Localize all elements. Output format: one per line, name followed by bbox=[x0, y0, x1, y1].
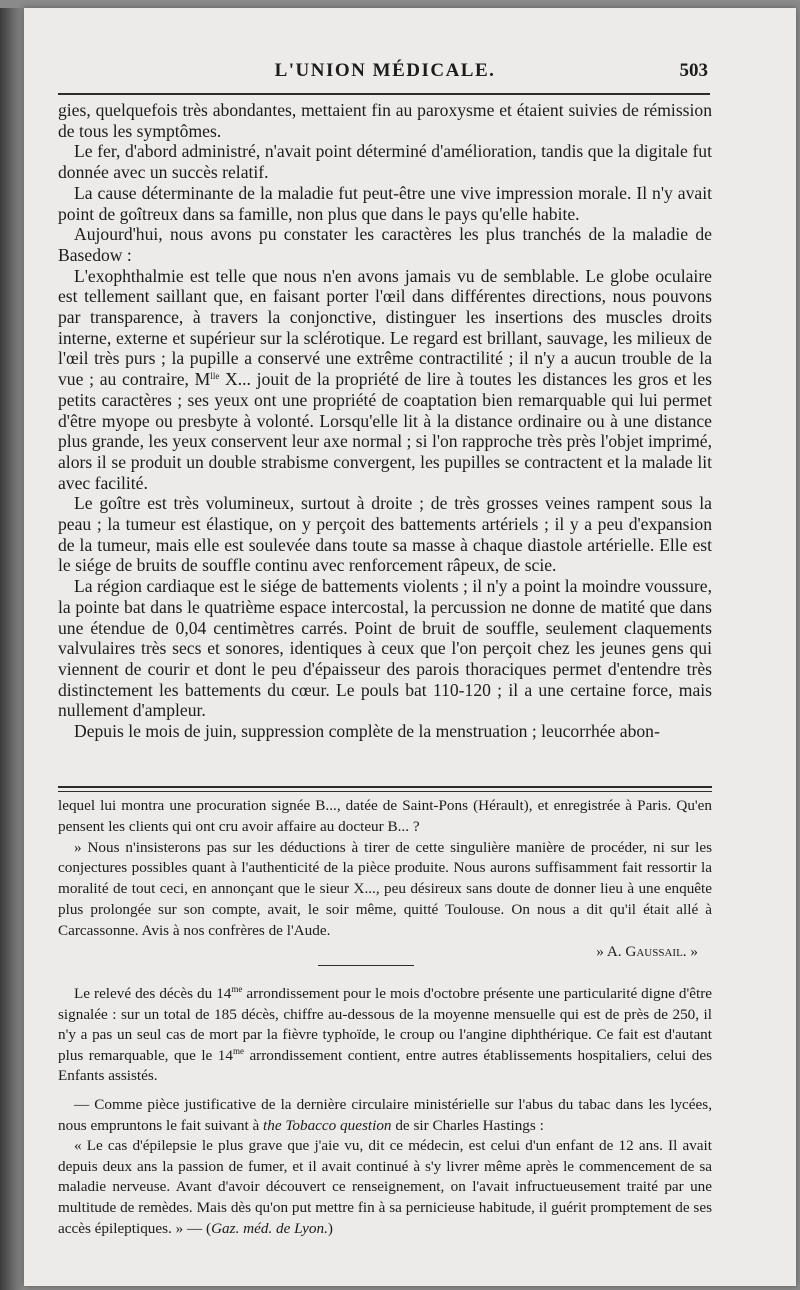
paragraph: Aujourd'hui, nous avons pu constater les caractères les plus tranchés de la maladie de Basedow : bbox=[58, 224, 712, 265]
paragraph: La région cardiaque est le siége de battements violents ; il n'y a point la moindre voussure, la pointe bat dans le quatrième espace intercostal, la percussion ne donne de matité que dans une étendue de 0,04 centimètres carrés. Point de bruit de souffle, seulement claquements valvulaires très secs et sonores, identiques à ceux que l'on perçoit chez les jeunes gens qui viennent de courir et dont le peu d'épaisseur des parois thoraciques permet d'entendre très distinctement les battements du cœur. Le pouls bat 110-120 ; il a une certaine force, mais nullement d'ampleur. bbox=[58, 576, 712, 721]
feuilleton-divider bbox=[58, 786, 712, 792]
text-run: arrondissement contient, entre autres établissements hospitaliers, celui des Enfants assistés. bbox=[58, 1046, 712, 1085]
paragraph: » Nous n'insisterons pas sur les déductions à tirer de cette singulière manière de procéder, ni sur les conjectures possibles quant à l'authenticité de la pièce produite. Nous aurons suffisamment fait ressortir la moralité de tout ceci, en annonçant que le sieur X..., peu désireux sans doute de donner lieu à une enquête plus prolongée sur son compte, avait, le soir même, quitté Toulouse. On nous a dit qu'il était allé à Carcassonne. Avis à nos confrères de l'Aude. bbox=[58, 838, 712, 939]
page-number: 503 bbox=[679, 60, 708, 81]
header-rule bbox=[58, 93, 710, 95]
paragraph: lequel lui montra une procuration signée B..., datée de Saint-Pons (Hérault), et enregistrée à Paris. Qu'en pensent les clients qui ont cru avoir affaire au docteur B... ? bbox=[58, 797, 712, 835]
text-run: — Comme pièce justificative de la dernière circulaire ministérielle sur l'abus du tabac dans les lycées, nous empruntons le fait suivant à bbox=[58, 1095, 712, 1134]
text-run: Le relevé des décès du 14 bbox=[74, 985, 232, 1002]
text-run: X... jouit de la propriété de lire à toutes les distances les gros et les petits caractères ; ses yeux ont une propriété de coaptation bien remarquable qui lui permet d'être myope ou presbyte à volonté. Lorsqu'elle lit à la distance ordinaire ou à une distance plus grande, les yeux conservent leur axe normal ; si l'on rapproche très près l'objet imprimé, alors il se produit un double strabisme convergent, les pupilles se contractent et la malade lit avec facilité. bbox=[58, 369, 712, 493]
text-run: de sir Charles Hastings : bbox=[391, 1116, 544, 1134]
paragraph bbox=[58, 1136, 712, 1239]
superscript: me bbox=[232, 1045, 244, 1056]
text-run: L'exophthalmie est telle que nous n'en avons jamais vu de semblable. Le globe oculaire est tellement saillant que, en faisant porter l'œil dans différentes directions, nous pouvons par transparence, à travers la conjonctive, distinguer les insertions des muscles droits interne, externe et supérieur sur la sclérotique. Le regard est brillant, sauvage, les milieux de l'œil très purs ; la pupille a conservé une extrême contractilité ; il n'y a aucun trouble de la vue ; au contraire, M bbox=[58, 265, 712, 390]
text-run: « Le cas d'épilepsie le plus grave que j'aie vu, dit ce médecin, est celui d'un enfant de 12 ans. Il avait depuis deux ans la passion de fumer, et il avait continué à s'y livrer même après le commencement de sa maladie nerveuse. Avant d'avoir découvert ce renseignement, on l'avait infructueusement traité par une multitude de remèdes. Mais dès qu'on put mettre fin à sa pernicieuse habitude, il guérit promptement de ses accès épileptiques. » — ( bbox=[58, 1137, 712, 1237]
text-run: arrondissement pour le mois d'octobre présente une particularité digne d'être signalée : sur un total de 185 décès, chiffre au-dessous de la moyenne mensuelle qui est de près de 250, il n'y a pas un seul cas de mort par la fièvre typhoïde, le croup ou l'angine diphthérique. Ce fait est d'autant plus remarquable, que le 14 bbox=[58, 985, 712, 1064]
superscript: me bbox=[231, 984, 243, 994]
running-title: L'UNION MÉDICALE. bbox=[274, 60, 496, 81]
paragraph: La cause déterminante de la maladie fut peut-être une vive impression morale. Il n'y avait point de goîtreux dans sa famille, non plus que dans le pays qu'elle habite. bbox=[58, 182, 712, 224]
section-divider bbox=[318, 965, 414, 966]
text-run: ) bbox=[327, 1219, 333, 1237]
paragraph-gap bbox=[58, 1087, 712, 1095]
paragraph: gies, quelquefois très abondantes, mettaient fin au paroxysme et étaient suivies de rémission de tous les symptômes. bbox=[58, 100, 712, 141]
italic-title: the Tobacco question bbox=[263, 1116, 392, 1134]
paragraph bbox=[58, 1095, 712, 1136]
paragraph bbox=[58, 266, 712, 494]
page-header bbox=[60, 60, 710, 88]
signature: » A. Gaussail. » bbox=[596, 942, 698, 960]
paragraph: Le fer, d'abord administré, n'avait point déterminé d'amélioration, tandis que la digitale fut donnée avec un succès relatif. bbox=[58, 141, 712, 183]
italic-citation: Gaz. méd. de Lyon. bbox=[211, 1219, 328, 1237]
main-article-text bbox=[58, 100, 712, 742]
book-gutter-shadow bbox=[0, 8, 24, 1290]
news-items bbox=[58, 984, 712, 1239]
superscript: lle bbox=[210, 371, 220, 382]
paragraph: Le goître est très volumineux, surtout à droite ; de très grosses veines rampent sous la peau ; la tumeur est élastique, on y perçoit des battements artériels ; il y a peu d'expansion de la tumeur, mais elle est soulevée dans toute sa masse à chaque diastole artérielle. Elle est le siége de bruits de souffle continu avec renforcement râpeux, de scie. bbox=[58, 493, 712, 576]
feuilleton-text bbox=[58, 796, 712, 962]
paragraph: Depuis le mois de juin, suppression complète de la menstruation ; leucorrhée abon- bbox=[74, 721, 660, 742]
paragraph bbox=[58, 984, 712, 1087]
